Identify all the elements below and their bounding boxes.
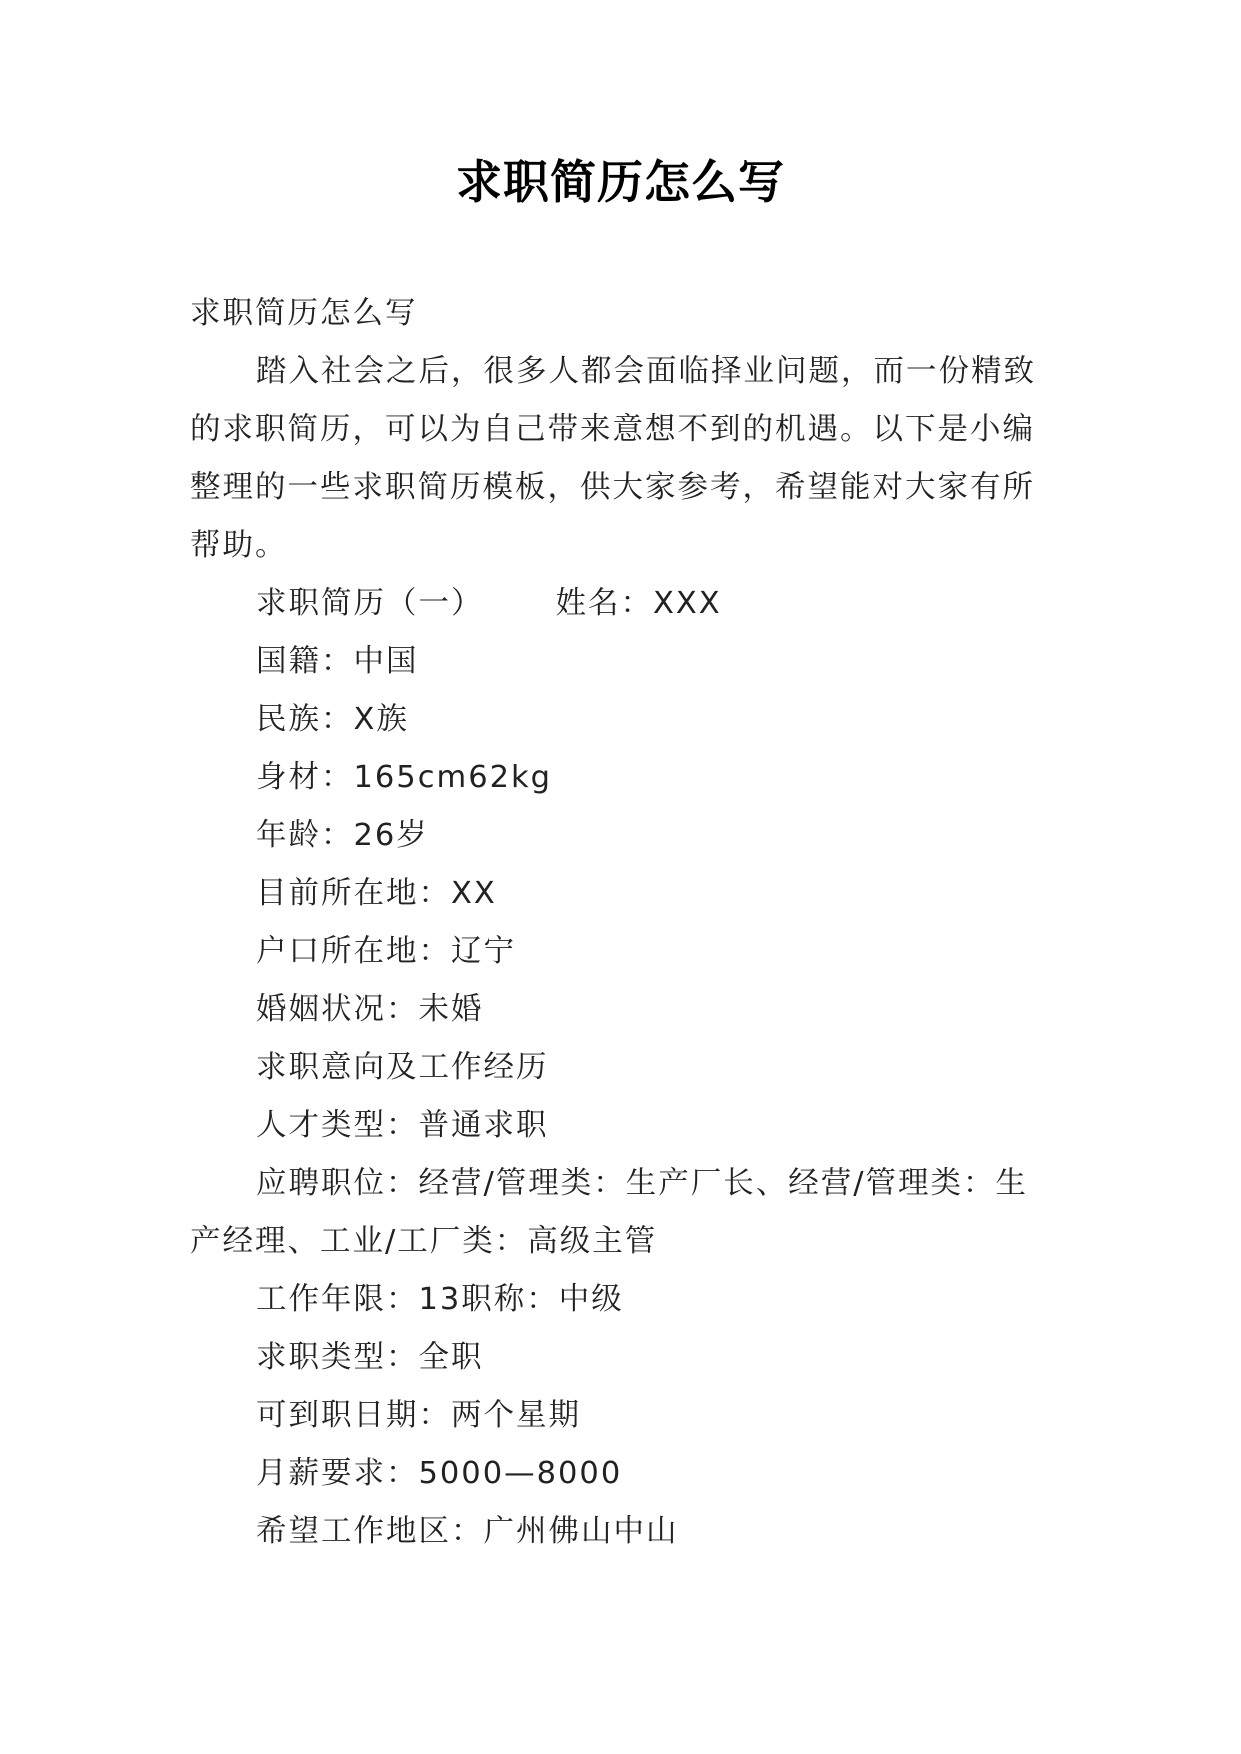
resume-heading: 求职简历（一） [256,586,484,621]
availability-line: 可到职日期：两个星期 [256,1398,581,1433]
document-title: 求职简历怎么写 [456,155,785,209]
salary-line: 月薪要求：5000—8000 [256,1456,623,1491]
applied-position-line: 应聘职位：经营/管理类：生产厂长、经营/管理类：生产经理、工业/工厂类：高级主管 [190,1166,1029,1259]
job-type-line: 求职类型：全职 [256,1340,484,1375]
ethnicity-line: 民族：X族 [256,702,409,737]
name-field: 姓名：XXX [555,586,722,621]
work-years-line: 工作年限：13职称：中级 [256,1282,624,1317]
current-location-line: 目前所在地：XX [256,876,497,911]
nationality-line: 国籍：中国 [256,644,419,679]
age-line: 年龄：26岁 [256,818,429,853]
job-intention-heading: 求职意向及工作经历 [256,1050,549,1085]
document-body [190,285,1056,1561]
preferred-region-line: 希望工作地区：广州佛山中山 [256,1514,679,1549]
body-stats-line: 身材：165cm62kg [256,760,553,795]
subtitle: 求职简历怎么写 [190,296,418,331]
intro-paragraph: 踏入社会之后，很多人都会面临择业问题，而一份精致的求职简历，可以为自己带来意想不到的机遇。以下是小编整理的一些求职简历模板，供大家参考，希望能对大家有所帮助。 [190,354,1036,563]
hukou-location-line: 户口所在地：辽宁 [256,934,516,969]
marital-status-line: 婚姻状况：未婚 [256,992,484,1027]
resume-heading-line [190,575,1056,633]
talent-type-line: 人才类型：普通求职 [256,1108,549,1143]
